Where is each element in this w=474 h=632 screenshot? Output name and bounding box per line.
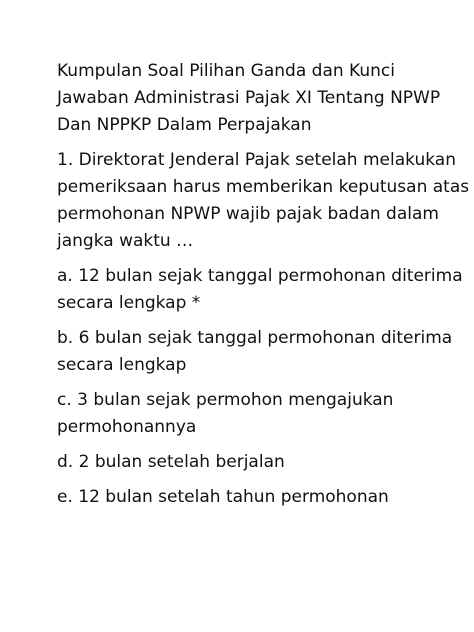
option-line: secara lengkap * — [57, 293, 201, 313]
option-line: a. 12 bulan sejak tanggal permohonan diterima — [57, 266, 463, 286]
title-line: Dan NPPKP Dalam Perpajakan — [57, 115, 312, 135]
title-line: Jawaban Administrasi Pajak XI Tentang NPWP — [57, 88, 441, 108]
question-line: jangka waktu … — [57, 231, 194, 251]
document-title — [57, 58, 457, 139]
option-line: e. 12 bulan setelah tahun permohonan — [57, 487, 389, 507]
option-line: c. 3 bulan sejak permohon mengajukan — [57, 390, 394, 410]
option-c — [57, 387, 457, 441]
option-a — [57, 263, 463, 317]
option-b — [57, 325, 457, 379]
option-line: secara lengkap — [57, 355, 187, 375]
question-line: 1. Direktorat Jenderal Pajak setelah melakukan — [57, 150, 456, 170]
question-line: permohonan NPWP wajib pajak badan dalam — [57, 204, 439, 224]
option-e — [57, 484, 457, 511]
option-line: permohonannya — [57, 417, 197, 437]
document-content — [57, 58, 470, 519]
option-line: b. 6 bulan sejak tanggal permohonan diterima — [57, 328, 453, 348]
question-text — [57, 147, 470, 255]
title-line: Kumpulan Soal Pilihan Ganda dan Kunci — [57, 61, 395, 81]
option-line: d. 2 bulan setelah berjalan — [57, 452, 285, 472]
question-line: pemeriksaan harus memberikan keputusan atas — [57, 177, 470, 197]
option-d — [57, 449, 457, 476]
